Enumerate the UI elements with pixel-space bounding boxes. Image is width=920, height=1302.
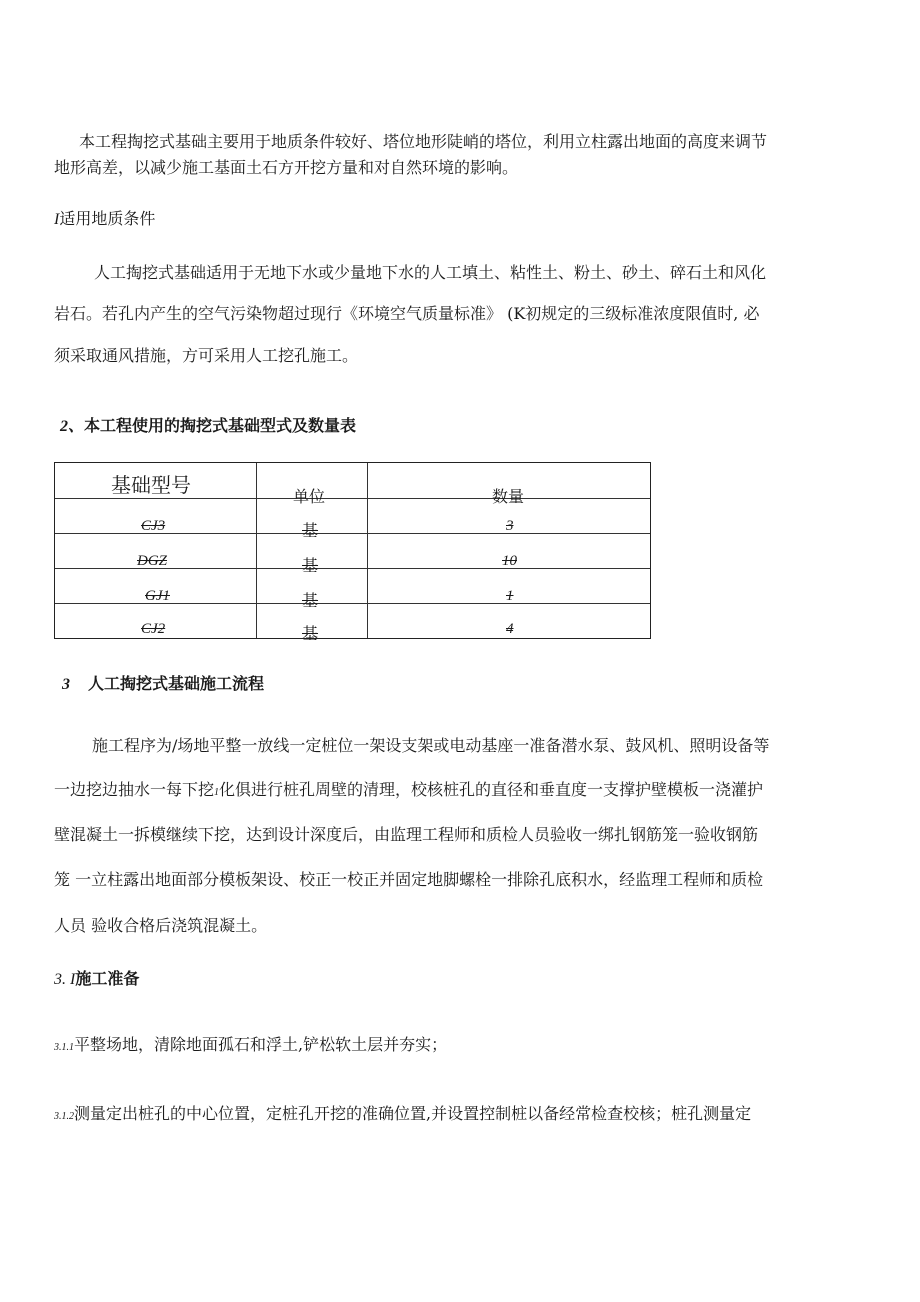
section-3-line-1: 施工程序为/场地平整一放线一定桩位一架设支架或电动基座一准备潜水泵、鼓风机、照明设备等 [92, 736, 770, 755]
table-cell-qty: 4 [506, 621, 514, 637]
table-cell-type: DGZ [137, 553, 168, 569]
section-1-number: I [54, 211, 60, 228]
item-3-1-1 [54, 1032, 447, 1055]
section-3-number: 3 [62, 676, 70, 693]
section-3-line-3: 壁混凝土一拆模继续下挖，达到设计深度后，由监理工程师和质检人员验收一绑扎钢筋笼一验收钢筋 [54, 825, 759, 844]
section-3-title: 人工掏挖式基础施工流程 [88, 674, 265, 693]
table-header-type: 基础型号 [111, 473, 191, 497]
intro-line-1: 本工程掏挖式基础主要用于地质条件较好、塔位地形陡峭的塔位，利用立柱露出地面的高度来调节 [79, 132, 768, 151]
section-3-line-2-b: 化俱进行桩孔周壁的清理，校核桩孔的直径和垂直度一支撑护壁模板一浇灌护 [219, 780, 764, 799]
section-2-title: 本工程使用的掏挖式基础型式及数量表 [84, 416, 357, 435]
table-cell-qty: 10 [502, 553, 517, 569]
table-col-rule [367, 463, 368, 638]
table-cell-qty: 1 [506, 588, 514, 604]
foundation-table [54, 462, 651, 643]
section-3-line-4: 笼 一立柱露出地面部分模板架设、校正一校正并固定地脚螺栓一排除孔底积水，经监理工程师和质检 [54, 870, 764, 889]
table-col-rule [256, 463, 257, 638]
intro-line-2: 地形高差，以减少施工基面土石方开挖方量和对自然环境的影响。 [54, 158, 519, 177]
item-3-1-1-text: 平整场地，清除地面孤石和浮土,铲松软土层并夯实； [74, 1035, 448, 1054]
table-header-unit: 单位 [293, 487, 326, 506]
table-header-qty: 数量 [492, 487, 525, 506]
section-3-1-number: 3. I [54, 971, 76, 988]
item-3-1-2-number: 3.1.2 [54, 1111, 74, 1122]
item-3-1-2 [54, 1101, 751, 1124]
item-3-1-2-text: 测量定出桩孔的中心位置，定桩孔开挖的准确位置,并设置控制桩以备经常检查校核；桩孔测量定 [74, 1104, 752, 1123]
table-cell-unit: 基 [302, 624, 319, 643]
section-3-1-title: 施工准备 [75, 969, 140, 988]
section-3-line-5: 人员 验收合格后浇筑混凝土。 [54, 916, 268, 935]
section-1-line-3: 须采取通风措施，方可采用人工挖孔施工。 [54, 346, 359, 365]
table-cell-type: CJ2 [141, 621, 166, 637]
section-1-line-2: 岩石。若孔内产生的空气污染物超过现行《环境空气质量标准》 (K初规定的三级标准浓度限值时, 必 [54, 304, 760, 323]
section-3-1-heading [54, 966, 139, 989]
section-3-line-2 [54, 777, 763, 800]
section-1-heading [54, 206, 155, 229]
section-3-line-2-num: 1 [214, 787, 220, 798]
table-cell-unit: 基 [302, 556, 319, 575]
table-cell-type: GJ1 [145, 588, 170, 604]
section-2-number: 2、 [60, 418, 85, 435]
section-1-title: 适用地质条件 [59, 209, 156, 228]
item-3-1-1-number: 3.1.1 [54, 1042, 74, 1053]
table-cell-type: CJ3 [141, 518, 166, 534]
section-3-heading [62, 671, 264, 694]
section-3-line-2-a: 一边挖边抽水一每下挖 [54, 780, 215, 799]
table-cell-unit: 基 [302, 591, 319, 610]
section-2-heading [60, 413, 356, 436]
table-rule [55, 498, 650, 499]
section-1-line-1: 人工掏挖式基础适用于无地下水或少量地下水的人工填土、粘性土、粉土、砂土、碎石土和风化 [94, 263, 767, 282]
table-cell-unit: 基 [302, 521, 319, 540]
table-cell-qty: 3 [506, 518, 514, 534]
